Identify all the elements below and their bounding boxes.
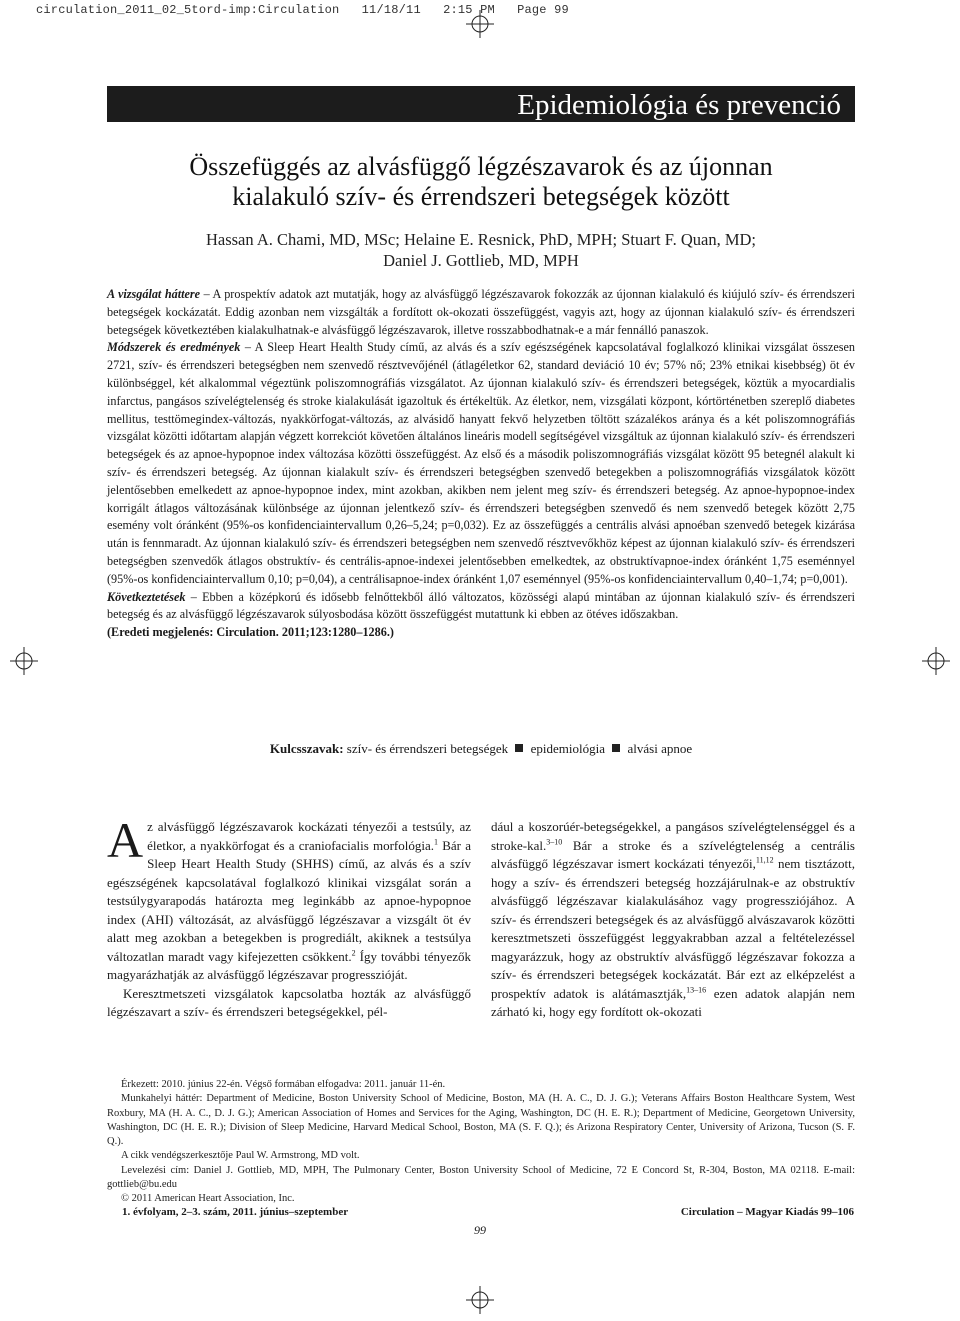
footnote-affiliations: Munkahelyi háttér: Department of Medicine, Boston University School of Medicine, Boston, MA (H. A. C., D. J. G.); Veterans Affairs Boston Healthcare System, West Roxbury, MA (H. A. C., D. J. G.); American Association of Homes and Services for the Aging, Washington, DC (H. E. R.); Department of Medicine, Georgetown University, Washington, DC (H. E. R.); Division of Sleep Medicine, Harvard Medical School, Boston, MA (S. F. Q.); és Arizona Respiratory Center, University of Arizona, Tucson (S. F. Q.). [107, 1093, 855, 1148]
footer-journal: Circulation – Magyar Kiadás 99–106 [680, 1206, 854, 1218]
citation: 11,12 [755, 855, 774, 865]
abstract-methods [107, 339, 855, 588]
body-text: Bár a Sleep Heart Health Study (SHHS) című, az alvás és a szív egészségének kapcsolatával foglalkozó klinikai vizsgálat során a testsúlygyarapodás határozta meg leginkább az apnoe-hypopnoe index (AHI) változását, az alvásfüggő légzészavar a vizsgált öt év alatt meg azokban a betegekben is progrediált, akiknek a testsúlya változatlan maradt vagy kifejezetten csökkent. [107, 837, 471, 964]
citation: 13–16 [686, 985, 707, 995]
footnote-received: Érkezett: 2010. június 22-én. Végső formában elfogadva: 2011. január 11-én. [121, 1079, 446, 1090]
print-slug: circulation_2011_02_5tord-imp:Circulation 11/18/11 2:15 PM Page 99 [36, 3, 569, 17]
keywords [107, 740, 855, 758]
body-text: Bár a stroke és a szívelégtelenség a centrális alvásfüggő légzészavar ismert kockázati tényezői, [491, 837, 855, 871]
citation: 2 [351, 948, 356, 958]
body-text: nem tisztázott, hogy a szív- és érrendszeri betegség hozzájárulnak-e az obstruktív alvásfüggő légzészavar kialakulásához vagy progressziójához. A szív- és érrendszeri betegségek és az alvásfüggő alvászavarok közötti keresztmetszeti összefüggést leggyakrabban azzal a feltételezéssel magyarázzuk, hogy az obstruktív alvásfüggő légzészavar fokozza a szív- és érrendszeri betegségek kockázatát. Bár ezt az elképzelést a prospektív adatok is alátámasztják, [491, 856, 855, 1001]
methods-text: – A Sleep Heart Health Study című, az alvás és a szív egészségének kapcsolatával foglalkozó klinikai vizsgálat összesen 2721, szív- és érrendszeri betegségben nem szenvedő résztvevőjénél (átlagéletkor 62, standard deviáció 10 év; 57% nő; 23% etnikai kisebbség) öt év különbséggel, két alkalommal végeztünk poliszomnográfiás vizsgálatot. Az újonnan kialakuló szív- és érrendszeri betegségek, köztük a myocardialis infarctus, pangásos szívelégtelenség és stroke kialakulását igazoltuk és értékeltük. Az életkor, nem, vizsgálati központ, kórtörténetben szereplő diabetes mellitus, testtömegindex-változás, nyakkörfogat-változás, az alvásidő hanyatt fekvő helyzetben töltött százalékos aránya és a két poliszomnográfiás vizsgálat közötti időtartam alapján végzett korrekciót követően általános lineáris modell segítségével vizsgáltuk az újonnan kialakuló szív- és érrendszeri betegségek és az apnoe-hypopnoe index változása közötti összefüggést. Az első és a második poliszomnográfiás vizsgálat között 95 betegnél alakult ki szív- és érrendszeri betegség. Az újonnan kialakult szív- és érrendszeri betegségben szenvedő betegekben a poliszomnográfiás vizsgálatok között jelentősebben emelkedett az apnoe-hypopnoe index, mint azokban, akikben nem jelent meg szív- és érrendszeri betegség. Az apnoe-hypopnoe-index korrigált átlagos változásának különbsége az újonnan jelentkező szív- és érrendszeri betegségben szenvedő és nem szenvedő betegek között 2,75 esemény volt óránként (95%-os konfidenciaintervallum 0,26–5,24; p=0,032). Ez az összefüggés a centrális alvási apnoéban szenvedő betegek kizárása után is fennmaradt. Az újonnan kialakuló szív- és érrendszeri betegségben nem szenvedő résztvevőkhöz képest az újonnan kialakuló szív- és érrendszeri betegségben szenvedők átlagos obstruktív- és centrális-apnoe-indexei jelentősebben emelkedtek, az obstruktívapnoe-index óránként 1,75 eseménnyel (95%-os konfidenciaintervallum 0,10; p=0,04), a centrálisapnoe-index óránként 1,07 eseménnyel (95%-os konfidenciaintervallum 0,40–1,74; p=0,001). [107, 340, 856, 586]
author-list [107, 229, 855, 271]
title-line-2: kialakuló szív- és érrendszeri betegségek között [232, 182, 730, 211]
title-line-1: Összefüggés az alvásfüggő légzészavarok és az újonnan [189, 152, 773, 181]
body-paragraph [107, 812, 471, 985]
footnotes [107, 1078, 855, 1207]
registration-mark-bottom-icon [466, 1286, 494, 1314]
registration-mark-left-icon [10, 647, 38, 675]
drop-cap: A [107, 812, 144, 868]
keyword-item: epidemiológia [530, 741, 605, 756]
footnote-copyright: © 2011 American Heart Association, Inc. [121, 1193, 295, 1205]
registration-mark-top-icon [466, 10, 494, 38]
body-text: Így további tényezők magyarázhatják az alvásfüggő légzészavar progresszióját. [107, 948, 471, 982]
registration-mark-right-icon [922, 647, 950, 675]
conclusions-label: Következtetések [107, 589, 186, 604]
authors-line-2: Daniel J. Gottlieb, MD, MPH [383, 251, 579, 270]
keyword-item: szív- és érrendszeri betegségek [346, 741, 509, 756]
abstract-conclusions [107, 589, 855, 625]
methods-label: Módszerek és eredmények [107, 340, 241, 355]
conclusions-text: – Ebben a középkorú és idősebb felnőttekből álló változatos, közösségi alapú mintában az újonnan kialakuló szív- és érrendszeri betegség és az alvásfüggő légzészavarok súlyosbodása között összefüggést mutattunk ki ebben az ötéves időszakban. [107, 589, 855, 622]
citation: 1 [434, 837, 438, 847]
body-paragraph: Keresztmetszeti vizsgálatok kapcsolatba hozták az alvásfüggő légzészavart a szív- és érrendszeri betegségekkel, pél- [107, 985, 471, 1019]
abstract-background [107, 286, 855, 339]
background-text: – A prospektív adatok azt mutatják, hogy az alvásfüggő légzészavarok fokozzák az újonnan kialakuló és kiújuló szív- és érrendszeri betegségek kockázatát. Eddig azonban nem vizsgálták a fordított ok-okozati összefüggést, vagyis azt, hogy az újonnan kialakuló szív- és érrendszeri betegségek következtében kialakulhatnak-e alvásfüggő légzészavarok, illetve rosszabbodhatnak-e a már fennálló panaszok. [107, 287, 855, 337]
keyword-item: alvási apnoe [627, 741, 693, 756]
bullet-square-icon [515, 744, 523, 752]
body-column-right [491, 818, 855, 1022]
footer-issue: 1. évfolyam, 2–3. szám, 2011. június–szeptember [122, 1206, 349, 1218]
article-title [107, 152, 855, 212]
body-paragraph [491, 818, 855, 1022]
body-text: z alvásfüggő légzészavarok kockázati tényezői a testsúly, az életkor, a nyakkörfogat és a craniofacialis morfológia. [147, 819, 471, 853]
background-label: A vizsgálat háttere [107, 287, 201, 301]
footnote-correspondence: Levelezési cím: Daniel J. Gottlieb, MD, MPH, The Pulmonary Center, Boston University School of Medicine, 72 E Concord St, R-304, Boston, MA 02118. E-mail: gottlieb@bu.edu [107, 1164, 855, 1191]
keywords-label: Kulcsszavak: [269, 741, 344, 756]
section-header: Epidemiológia és prevenció [107, 86, 855, 122]
footnote-guest-editor: A cikk vendégszerkesztője Paul W. Armstrong, MD volt. [121, 1150, 360, 1162]
page-number: 99 [474, 1223, 486, 1237]
original-publication: (Eredeti megjelenés: Circulation. 2011;123:1280–1286.) [107, 625, 394, 640]
bullet-square-icon [612, 744, 620, 752]
body-text: dául a koszorúér-betegségekkel, a pangásos szívelégtelenséggel és a stroke-kal. [491, 819, 855, 853]
body-column-left [107, 812, 471, 1022]
abstract [107, 286, 855, 642]
body-text: ezen adatok alapján nem zárható ki, hogy egy fordított ok-okozati [491, 985, 855, 1019]
citation: 3–10 [546, 837, 563, 847]
authors-line-1: Hassan A. Chami, MD, MSc; Helaine E. Resnick, PhD, MPH; Stuart F. Quan, MD; [205, 230, 757, 249]
